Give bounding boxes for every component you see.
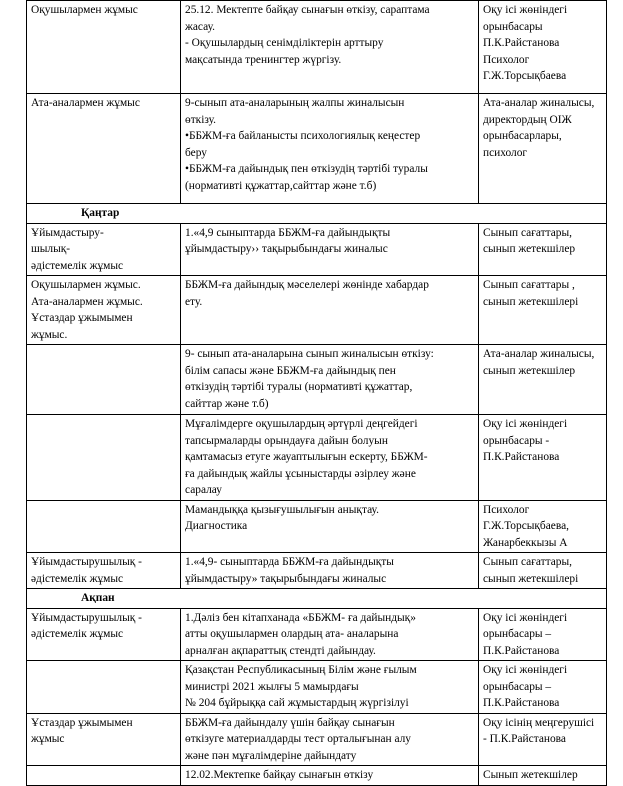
text-line: әдістемелік жұмыс bbox=[31, 628, 124, 640]
text-line: әдістемелік жұмыс bbox=[31, 259, 124, 272]
text-line: Сынып сағаттары , bbox=[483, 279, 575, 291]
responsible-cell bbox=[479, 766, 607, 786]
text-line: Ата-аналармен жұмыс bbox=[31, 97, 140, 109]
text-line: 9- сынып ата-аналарына сынып жиналысын өткізу: bbox=[185, 348, 434, 360]
text-line: ға дайындық жайлы ұсыныстарды әзірлеу және bbox=[185, 467, 416, 480]
text-line: Ұстаздар ұжымымен bbox=[31, 716, 133, 729]
text-line: 1.Дәліз бен кітапханада «ББЖМ- ға дайындық» bbox=[185, 611, 416, 624]
text-line: Психолог bbox=[483, 53, 530, 66]
text-line: Ата-аналар жиналысы, bbox=[483, 348, 595, 360]
month-heading: Қаңтар bbox=[27, 204, 607, 224]
text-line: 12.02.Мектепке байқау сынағын өткізу bbox=[185, 769, 374, 781]
responsible-cell bbox=[479, 1, 607, 94]
activity-type-cell bbox=[27, 766, 181, 786]
text-line: мақсатында тренингтер жүргізу. bbox=[185, 53, 342, 66]
text-line: Ұйымдастырушылық - bbox=[31, 611, 142, 624]
text-line: П.К.Райстанова bbox=[483, 697, 560, 709]
text-line: Диагностика bbox=[185, 520, 248, 532]
activity-description-cell bbox=[181, 276, 479, 345]
table-row bbox=[27, 661, 607, 714]
text-line: орынбасары – bbox=[483, 680, 552, 693]
table-row bbox=[27, 276, 607, 345]
text-line: арналған ақпараттық стендті дайындау. bbox=[185, 644, 376, 657]
text-line: Ұстаздар ұжымымен bbox=[31, 312, 133, 324]
activity-type-cell bbox=[27, 713, 181, 766]
activity-type-cell bbox=[27, 94, 181, 204]
text-line: - П.К.Райстанова bbox=[483, 733, 566, 745]
text-line: өткізуге материалдарды тест орталығынан алу bbox=[185, 733, 412, 745]
responsible-cell bbox=[479, 713, 607, 766]
responsible-cell bbox=[479, 500, 607, 553]
table-row bbox=[27, 553, 607, 589]
text-line: П.К.Райстанова bbox=[483, 644, 560, 657]
text-line: 9-сынып ата-аналарының жалпы жиналысын bbox=[185, 97, 405, 109]
activity-type-cell bbox=[27, 415, 181, 501]
activity-description-cell bbox=[181, 345, 479, 415]
text-line: Ата-аналар жиналысы, bbox=[483, 97, 595, 109]
text-line: психолог bbox=[483, 146, 528, 159]
text-line: Қазақстан Республикасының Білім және ғылым bbox=[185, 664, 417, 676]
responsible-cell bbox=[479, 345, 607, 415]
activity-description-cell bbox=[181, 553, 479, 589]
table-row bbox=[27, 500, 607, 553]
text-line: жұмыс. bbox=[31, 328, 68, 341]
text-line: ББЖМ-ға дайындалу үшін байқау сынағын bbox=[185, 716, 395, 729]
text-line: саралау bbox=[185, 484, 222, 496]
text-line: өткізудің тәртібі туралы (нормативті құжаттар, bbox=[185, 381, 413, 393]
responsible-cell bbox=[479, 661, 607, 714]
table-row bbox=[27, 766, 607, 786]
text-line: Оқу ісінің меңгерушісі bbox=[483, 716, 595, 729]
text-line: орынбасары - bbox=[483, 434, 550, 447]
text-line: 1.«4,9 сыныптарда ББЖМ-ға дайындықты bbox=[185, 226, 391, 239]
activity-description-cell bbox=[181, 500, 479, 553]
table-row bbox=[27, 1, 607, 94]
text-line: Сынып сағаттары, bbox=[483, 226, 572, 239]
text-line: Психолог bbox=[483, 503, 530, 516]
text-line: П.К.Райстанова bbox=[483, 37, 560, 49]
activity-description-cell bbox=[181, 94, 479, 204]
text-line: № 204 бұйрыққа сай жұмыстардың жүргізілуі bbox=[185, 697, 409, 709]
text-line: Ата-аналармен жұмыс. bbox=[31, 295, 143, 308]
text-line: орынбасары bbox=[483, 20, 543, 33]
text-line: сынып жетекшілер bbox=[483, 243, 576, 255]
responsible-cell bbox=[479, 553, 607, 589]
text-line: Сынып сағаттары, bbox=[483, 556, 572, 568]
activity-type-cell bbox=[27, 276, 181, 345]
activity-type-cell bbox=[27, 661, 181, 714]
responsible-cell bbox=[479, 415, 607, 501]
text-line: 25.12. Мектепте байқау сынағын өткізу, сараптама bbox=[185, 4, 430, 16]
month-heading: Ақпан bbox=[27, 589, 607, 609]
text-line: өткізу. bbox=[185, 113, 217, 126]
text-line: Оқушылармен жұмыс bbox=[31, 4, 138, 16]
text-line: министрі 2021 жылғы 5 мамырдағы bbox=[185, 680, 359, 693]
text-line: Ұйымдастырушылық - bbox=[31, 556, 142, 568]
text-line: •ББЖМ-ға байланысты психологиялық кеңестер bbox=[185, 130, 421, 142]
text-line: П.К.Райстанова bbox=[483, 451, 560, 463]
text-line: Ұйымдастыру- bbox=[31, 226, 104, 239]
activity-type-cell bbox=[27, 223, 181, 276]
text-line: сынып жетекшілері bbox=[483, 295, 579, 308]
activity-description-cell bbox=[181, 415, 479, 501]
table-row bbox=[27, 608, 607, 661]
text-line: Оқу ісі жөніндегі bbox=[483, 611, 568, 624]
document-page bbox=[26, 0, 606, 786]
activity-description-cell bbox=[181, 713, 479, 766]
text-line: орынбасары – bbox=[483, 628, 552, 640]
text-line: атты оқушылармен олардың ата- аналарына bbox=[185, 628, 399, 640]
text-line: •ББЖМ-ға дайындық пен өткізудің тәртібі туралы bbox=[185, 163, 428, 175]
text-line: жасау. bbox=[185, 20, 215, 33]
text-line: Оқу ісі жөніндегі bbox=[483, 664, 568, 676]
text-line: және пән мұғалімдеріне дайындату bbox=[185, 749, 357, 762]
text-line: Жанарбеккызы А bbox=[483, 536, 568, 549]
text-line: әдістемелік жұмыс bbox=[31, 572, 124, 585]
activity-type-cell bbox=[27, 608, 181, 661]
text-line: ББЖМ-ға дайындық мәселелері жөнінде хабардар bbox=[185, 279, 429, 291]
text-line: Г.Ж.Торсықбаева bbox=[483, 70, 567, 82]
text-line: ету. bbox=[185, 295, 203, 308]
text-line: - Оқушылардың сенімділіктерін арттыру bbox=[185, 37, 384, 49]
text-line: ұйымдастыру» тақырыбындағы жиналыс bbox=[185, 572, 387, 585]
activity-type-cell bbox=[27, 345, 181, 415]
text-line: Оқу ісі жөніндегі bbox=[483, 418, 568, 430]
activity-type-cell bbox=[27, 1, 181, 94]
text-line: орынбасарлары, bbox=[483, 130, 562, 142]
month-header-row bbox=[27, 589, 607, 609]
responsible-cell bbox=[479, 223, 607, 276]
text-line: Г.Ж.Торсықбаева, bbox=[483, 520, 569, 532]
text-line: Сынып жетекшілер bbox=[483, 769, 578, 781]
text-line: Оқу ісі жөніндегі bbox=[483, 4, 568, 16]
text-line: директордың ОІЖ bbox=[483, 113, 572, 126]
plan-table bbox=[26, 0, 607, 786]
text-line: сайттар және т.б) bbox=[185, 397, 269, 410]
text-line: Оқушылармен жұмыс. bbox=[31, 279, 141, 291]
text-line: ұйымдастыру›› тақырыбындағы жиналыс bbox=[185, 243, 388, 255]
text-line: сынып жетекшілер bbox=[483, 364, 576, 377]
text-line: білім сапасы және ББЖМ-ға дайындық пен bbox=[185, 364, 396, 377]
text-line: жұмыс bbox=[31, 733, 65, 745]
activity-type-cell bbox=[27, 553, 181, 589]
text-line: тапсырмаларды орындауға дайын болуын bbox=[185, 434, 388, 447]
text-line: шылық- bbox=[31, 243, 71, 255]
month-header-row bbox=[27, 204, 607, 224]
activity-description-cell bbox=[181, 661, 479, 714]
text-line: Мамандыққа қызығушылығын анықтау. bbox=[185, 503, 379, 516]
table-row bbox=[27, 713, 607, 766]
table-row bbox=[27, 223, 607, 276]
responsible-cell bbox=[479, 276, 607, 345]
responsible-cell bbox=[479, 94, 607, 204]
text-line: (нормативті құжаттар,сайттар және т.б) bbox=[185, 179, 377, 192]
table-row bbox=[27, 94, 607, 204]
plan-table-body bbox=[27, 1, 607, 786]
activity-type-cell bbox=[27, 500, 181, 553]
table-row bbox=[27, 415, 607, 501]
activity-description-cell bbox=[181, 223, 479, 276]
responsible-cell bbox=[479, 608, 607, 661]
text-line: сынып жетекшілері bbox=[483, 572, 579, 585]
text-line: беру bbox=[185, 146, 207, 159]
activity-description-cell bbox=[181, 766, 479, 786]
text-line: қамтамасыз етуге жауаптылығын ескерту, ББЖМ- bbox=[185, 451, 428, 463]
table-row bbox=[27, 345, 607, 415]
text-line: Мұғалімдерге оқушылардың әртүрлі деңгейдегі bbox=[185, 418, 418, 430]
text-line: 1.«4,9- сыныптарда ББЖМ-ға дайындықты bbox=[185, 556, 394, 568]
activity-description-cell bbox=[181, 608, 479, 661]
activity-description-cell bbox=[181, 1, 479, 94]
